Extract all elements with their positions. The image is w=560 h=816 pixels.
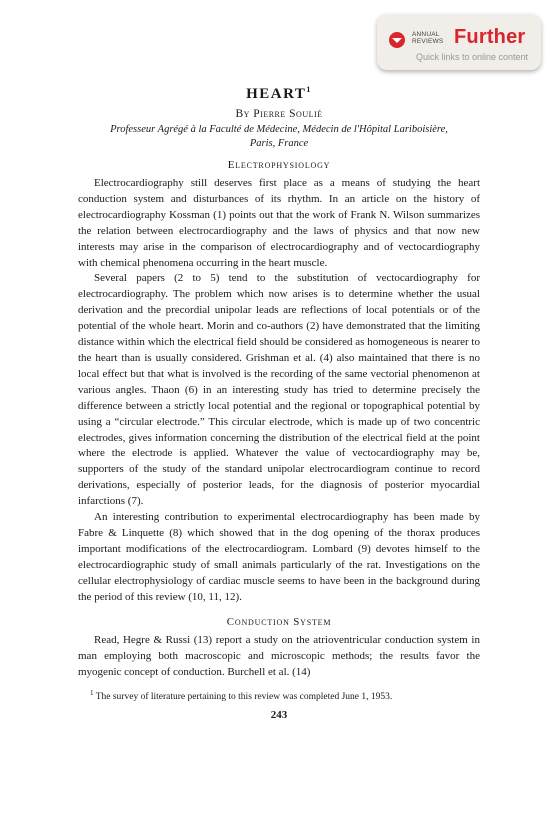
paragraph-2: Several papers (2 to 5) tend to the substitution of vectocardiography for electrocardiography. The problem which now arises is to determine whether the usual derivation and the precordial unipolar leads are reflections of local potentials or of the potential of the whole heart. Morin and co-authors (2) have demonstrated that the limiting distance within which the electrical field should be considered as homogeneous is nearer to the heart than is usually considered. Grishman et al. (4) also maintained that there is no local effect but that what is involved is the recording of the same vectorial phenomenon at various angles. Thaon (6) in an interesting study has tried to determine precisely the difference between a strictly local potential and the regional or topographical potential by using a “circular electrode.” This circular electrode, which is made up of two concentric electrodes, gives information concerning the distribution of the electrical field at the point where the electrode is applied. Whatever the value of vectocardiography may be, supporters of the study of the standard unipolar electrocardiogram continue to record derivations, especially of posterior leads, for the diagnosis of posterior myocardial infarctions (7). [78,272,480,508]
title-footnote-mark: 1 [306,85,312,94]
footnote-text: The survey of literature pertaining to this review was completed June 1, 1953. [95,692,393,703]
paragraph-3: An interesting contribution to experimental electrocardiography has been made by Fabre & Linquette (8) which showed that in the dog opening of the thorax produces important modifications of the electrocardiogram. Lombard (9) devotes himself to the electrocardiographic study of small animals particularly of the rat. Investigations on the cellular electrophysiology of cardiac muscle seems to have been in the background during the period of this review (10, 11, 12). [78,511,480,603]
section-heading-conduction: Conduction System [226,616,332,629]
further-badge[interactable] [377,14,541,70]
further-logo-icon [389,32,405,48]
paragraph-4: Read, Hegre & Russi (13) report a study on the atrioventricular conduction system in man employing both macroscopic and microscopic methods; the results favor the myogenic concept of conduction. Burchell et al. (14) [78,634,480,679]
badge-publisher: ANNUAL REVIEWS [412,31,444,45]
affiliation-line-2: Paris, France [249,138,309,149]
section-heading-electrophysiology: Electrophysiology [227,159,331,171]
page-number: 243 [270,709,288,722]
author-line: By Pierre Soulié [235,108,323,120]
paragraph-1: Electrocardiography still deserves first place as a means of studying the heart conduction system and disturbances of its rhythm. In an article on the history of electrocardiography Kossman (1) points out that the work of Frank N. Wilson summarizes the relation between electrocardiography and the laws of physics and that now new interests may arise in the comparison of electrocardiography and of vectocardiography with chemical phenomena occurring in the heart muscle. [78,177,480,269]
affiliation-line-1: Professeur Agrégé à la Faculté de Médecine, Médecin de l'Hôpital Lariboisière, [110,124,448,135]
badge-further-label: Further [454,26,526,48]
article-page [78,80,480,721]
footnote-mark: 1 [90,689,94,698]
article-title: HEART$^1$ [246,85,312,102]
footnote [78,687,480,703]
badge-quick-links[interactable]: Quick links to online content [416,52,529,62]
